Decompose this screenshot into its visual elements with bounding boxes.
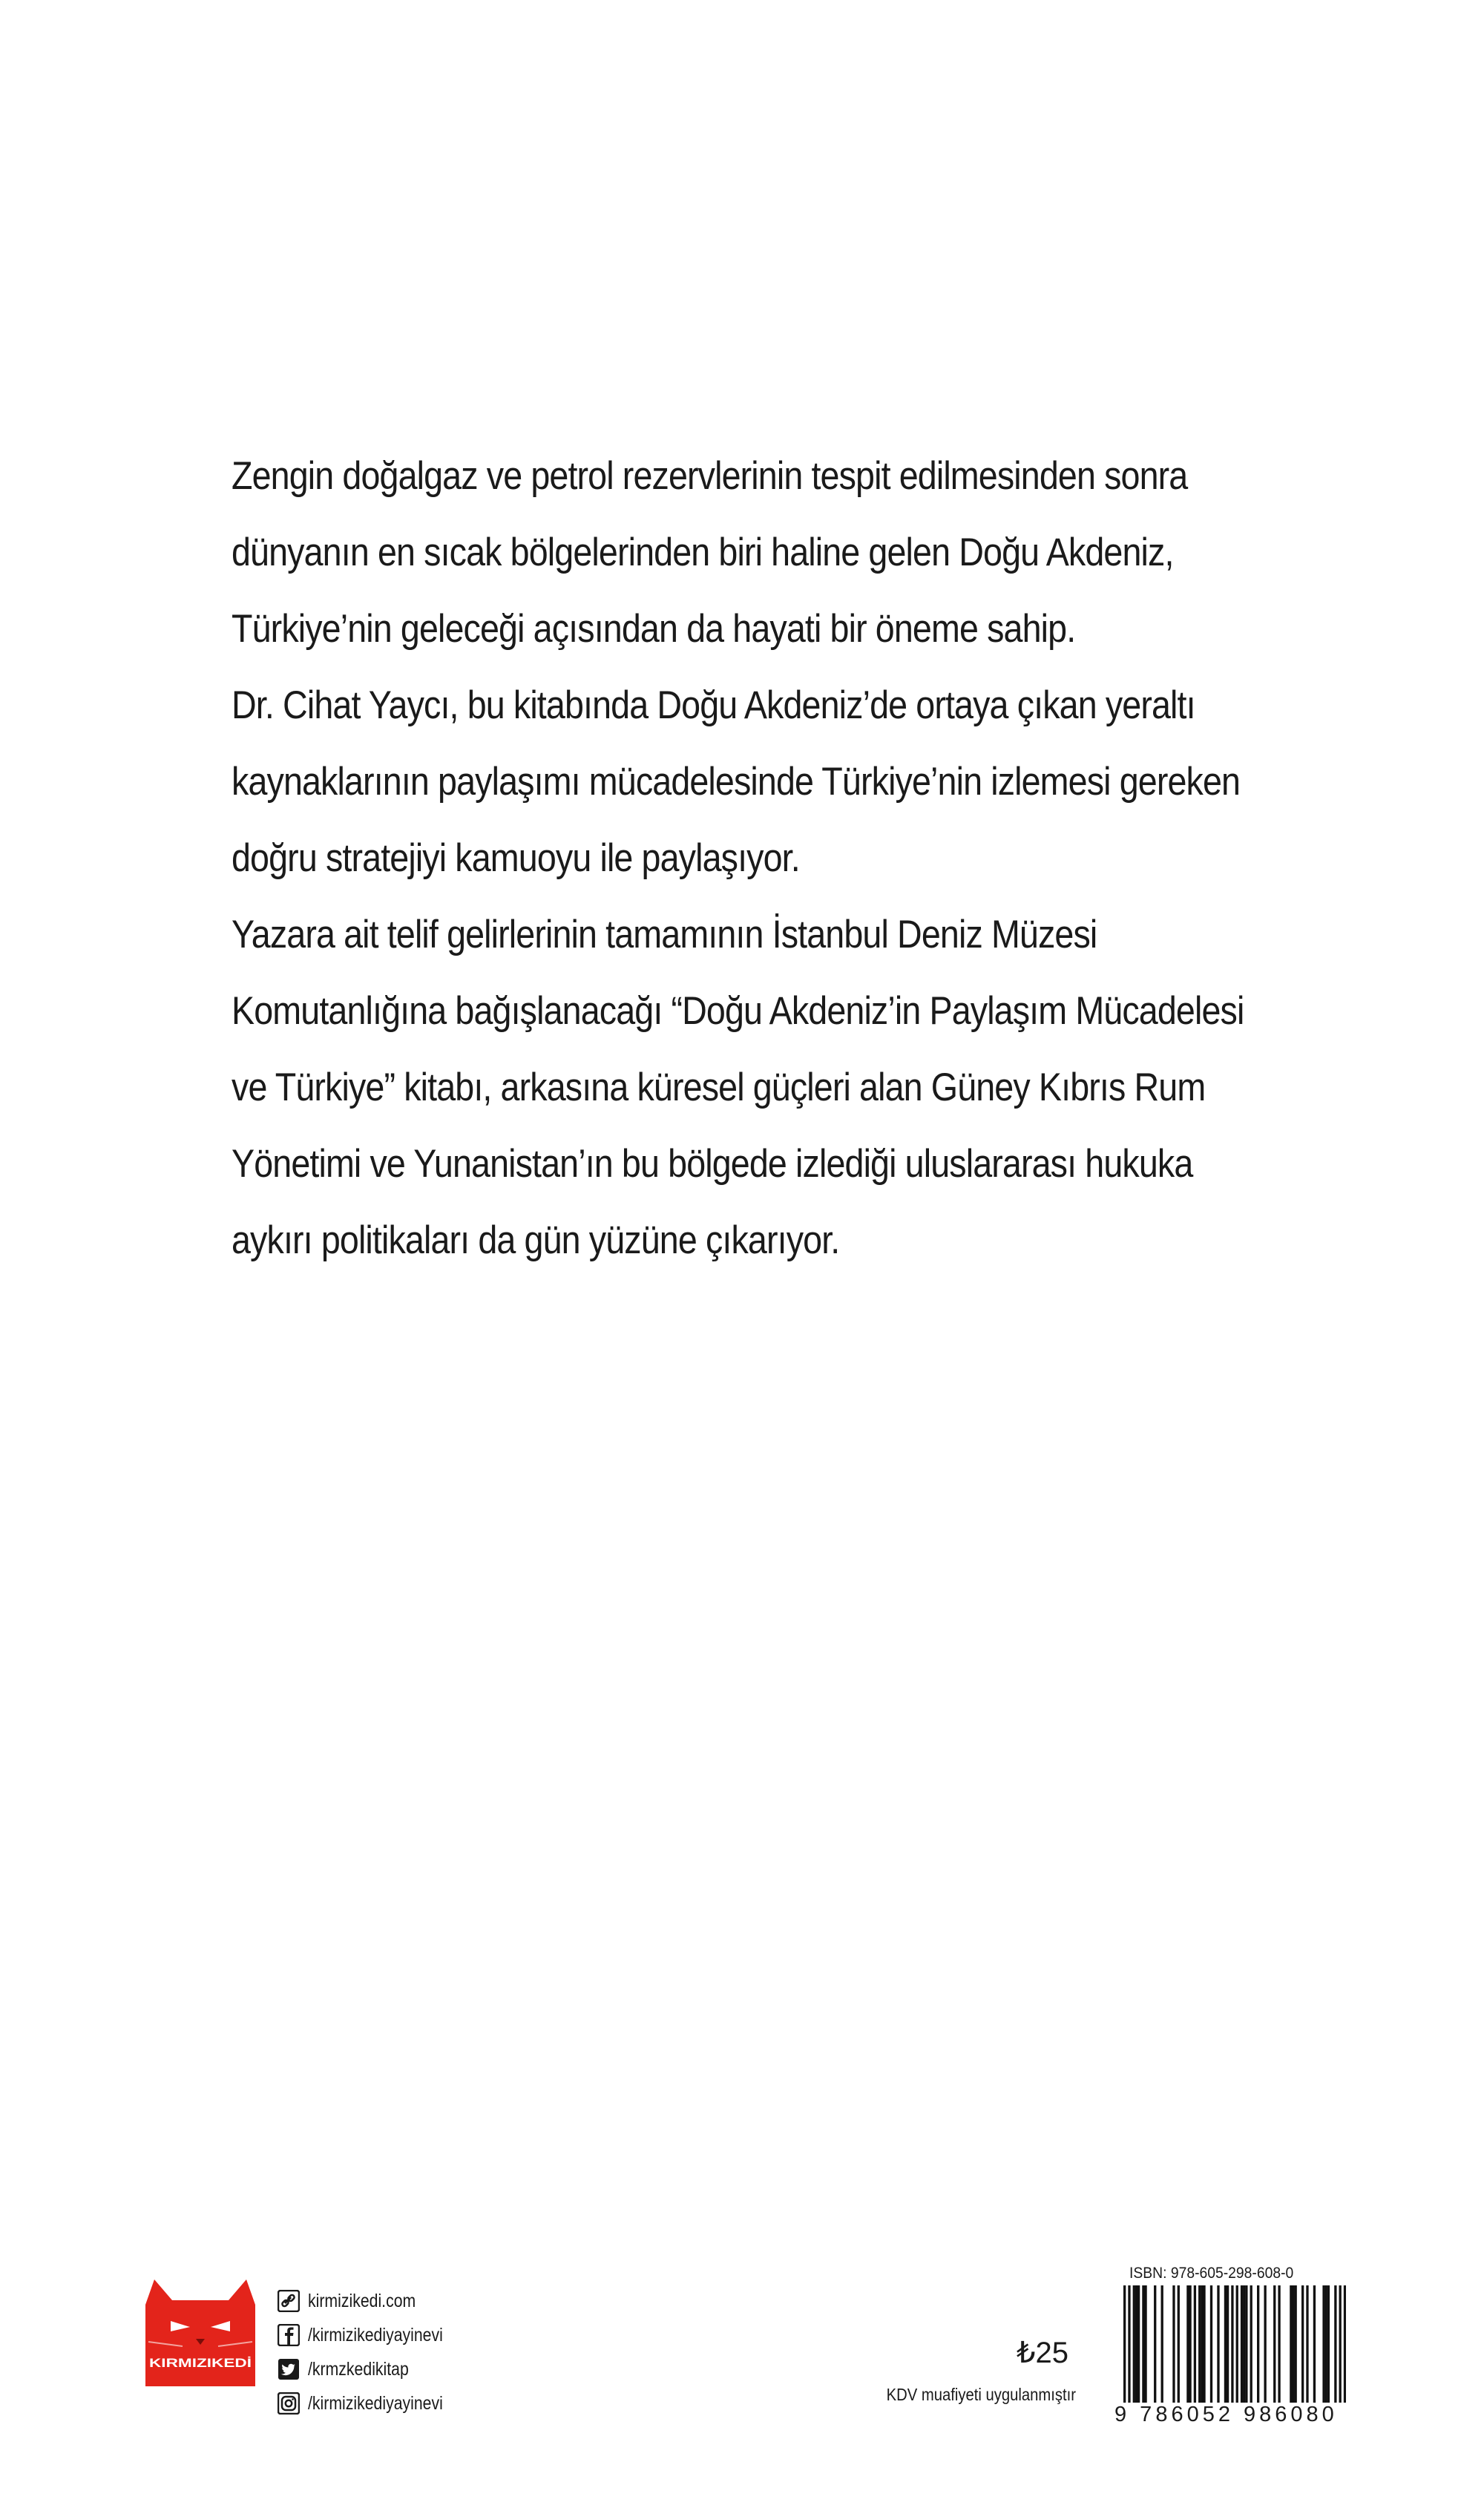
- barcode-bar: [1178, 2285, 1180, 2404]
- barcode-digits: 9 786052 986080: [1114, 2403, 1359, 2428]
- barcode-bar: [1241, 2285, 1243, 2404]
- barcode-bar: [1154, 2285, 1156, 2404]
- blurb-line: Dr. Cihat Yaycı, bu kitabında Doğu Akdeniz’de ortaya çıkan yeraltı: [232, 683, 1195, 727]
- barcode-bar: [1137, 2285, 1140, 2404]
- kdv-note: KDV muafiyeti uygulanmıştır: [886, 2385, 1076, 2404]
- blurb-line: ve Türkiye” kitabı, arkasına küresel güçleri alan Güney Kıbrıs Rum: [232, 1066, 1206, 1109]
- blurb-line: Yazara ait telif gelirlerinin tamamının İstanbul Deniz Müzesi: [232, 913, 1097, 956]
- barcode-bar: [1295, 2285, 1297, 2404]
- instagram-text: /kirmizikediyayinevi: [308, 2392, 443, 2414]
- barcode-bar: [1135, 2285, 1137, 2404]
- barcode-bar: [1133, 2285, 1135, 2404]
- barcode-bar: [1344, 2285, 1346, 2417]
- barcode-bar: [1203, 2285, 1205, 2404]
- barcode-bar: [1325, 2285, 1327, 2404]
- facebook-icon: [277, 2323, 301, 2347]
- barcode-bar: [1236, 2285, 1238, 2417]
- barcode-bar: [1123, 2285, 1126, 2417]
- blurb-line: dünyanın en sıcak bölgelerinden biri haline gelen Doğu Akdeniz,: [232, 531, 1174, 574]
- barcode-bar: [1290, 2285, 1292, 2404]
- isbn-label: ISBN: 978-605-298-608-0: [1129, 2265, 1294, 2282]
- blurb-line: aykırı politikaları da gün yüzüne çıkarıyor.: [232, 1218, 840, 1262]
- website-link[interactable]: [277, 2284, 529, 2318]
- barcode-bar: [1227, 2285, 1229, 2404]
- website-text: kirmizikedi.com: [308, 2290, 416, 2311]
- barcode-bar: [1231, 2285, 1233, 2417]
- barcode-bar: [1250, 2285, 1252, 2404]
- link-icon: [277, 2289, 301, 2313]
- barcode-bar: [1201, 2285, 1203, 2404]
- twitter-link[interactable]: [277, 2352, 529, 2386]
- barcode-bar: [1224, 2285, 1227, 2404]
- barcode-bar: [1186, 2285, 1189, 2404]
- barcode-bar: [1210, 2285, 1212, 2404]
- barcode-bar: [1144, 2285, 1146, 2404]
- barcode-bar: [1198, 2285, 1201, 2404]
- barcode-bar: [1257, 2285, 1259, 2404]
- blurb-line: doğru stratejiyi kamuoyu ile paylaşıyor.: [232, 836, 800, 880]
- facebook-text: /kirmizikediyayinevi: [308, 2324, 443, 2345]
- barcode-bar: [1217, 2285, 1219, 2404]
- barcode-bar: [1327, 2285, 1330, 2404]
- price: ₺25: [1017, 2337, 1068, 2369]
- back-cover-blurb: [232, 438, 1244, 1278]
- barcode-bar: [1264, 2285, 1266, 2404]
- publisher-logo: [141, 2275, 260, 2386]
- barcode-bar: [1161, 2285, 1163, 2404]
- blurb-line: Zengin doğalgaz ve petrol rezervlerinin tespit edilmesinden sonra: [232, 454, 1188, 498]
- red-cat-logo: [145, 2279, 255, 2386]
- barcode-bar: [1313, 2285, 1316, 2404]
- instagram-icon: [277, 2392, 301, 2415]
- barcode-bar: [1142, 2285, 1144, 2404]
- barcode-bar: [1243, 2285, 1245, 2404]
- social-links: [277, 2284, 529, 2420]
- barcode-bar: [1245, 2285, 1247, 2404]
- barcode-bar: [1334, 2285, 1336, 2404]
- barcode-bar: [1339, 2285, 1342, 2417]
- barcode-bar: [1301, 2285, 1304, 2404]
- facebook-link[interactable]: [277, 2318, 529, 2352]
- blurb-line: Komutanlığına bağışlanacağı “Doğu Akdeniz’in Paylaşım Mücadelesi: [232, 989, 1244, 1033]
- blurb-line: kaynaklarının paylaşımı mücadelesinde Türkiye’nin izlemesi gereken: [232, 760, 1241, 804]
- blurb-line: Türkiye’nin geleceği açısından da hayati bir öneme sahip.: [232, 607, 1076, 651]
- barcode-bar: [1278, 2285, 1280, 2404]
- barcode-bar: [1292, 2285, 1294, 2404]
- barcode-bar: [1128, 2285, 1130, 2417]
- publisher-logo-text: KIRMIZIKEDİ: [149, 2356, 252, 2370]
- barcode-bar: [1194, 2285, 1196, 2404]
- blurb-line: Yönetimi ve Yunanistan’ın bu bölgede izlediği uluslararası hukuka: [232, 1142, 1193, 1186]
- instagram-link[interactable]: [277, 2386, 529, 2420]
- barcode-bar: [1322, 2285, 1324, 2404]
- barcode-bar: [1306, 2285, 1308, 2404]
- barcode: [1123, 2285, 1346, 2417]
- twitter-icon: [277, 2357, 301, 2381]
- twitter-text: /krmzkedikitap: [308, 2358, 409, 2380]
- barcode-bar: [1189, 2285, 1191, 2404]
- barcode-bar: [1273, 2285, 1275, 2404]
- barcode-bar: [1172, 2285, 1175, 2404]
